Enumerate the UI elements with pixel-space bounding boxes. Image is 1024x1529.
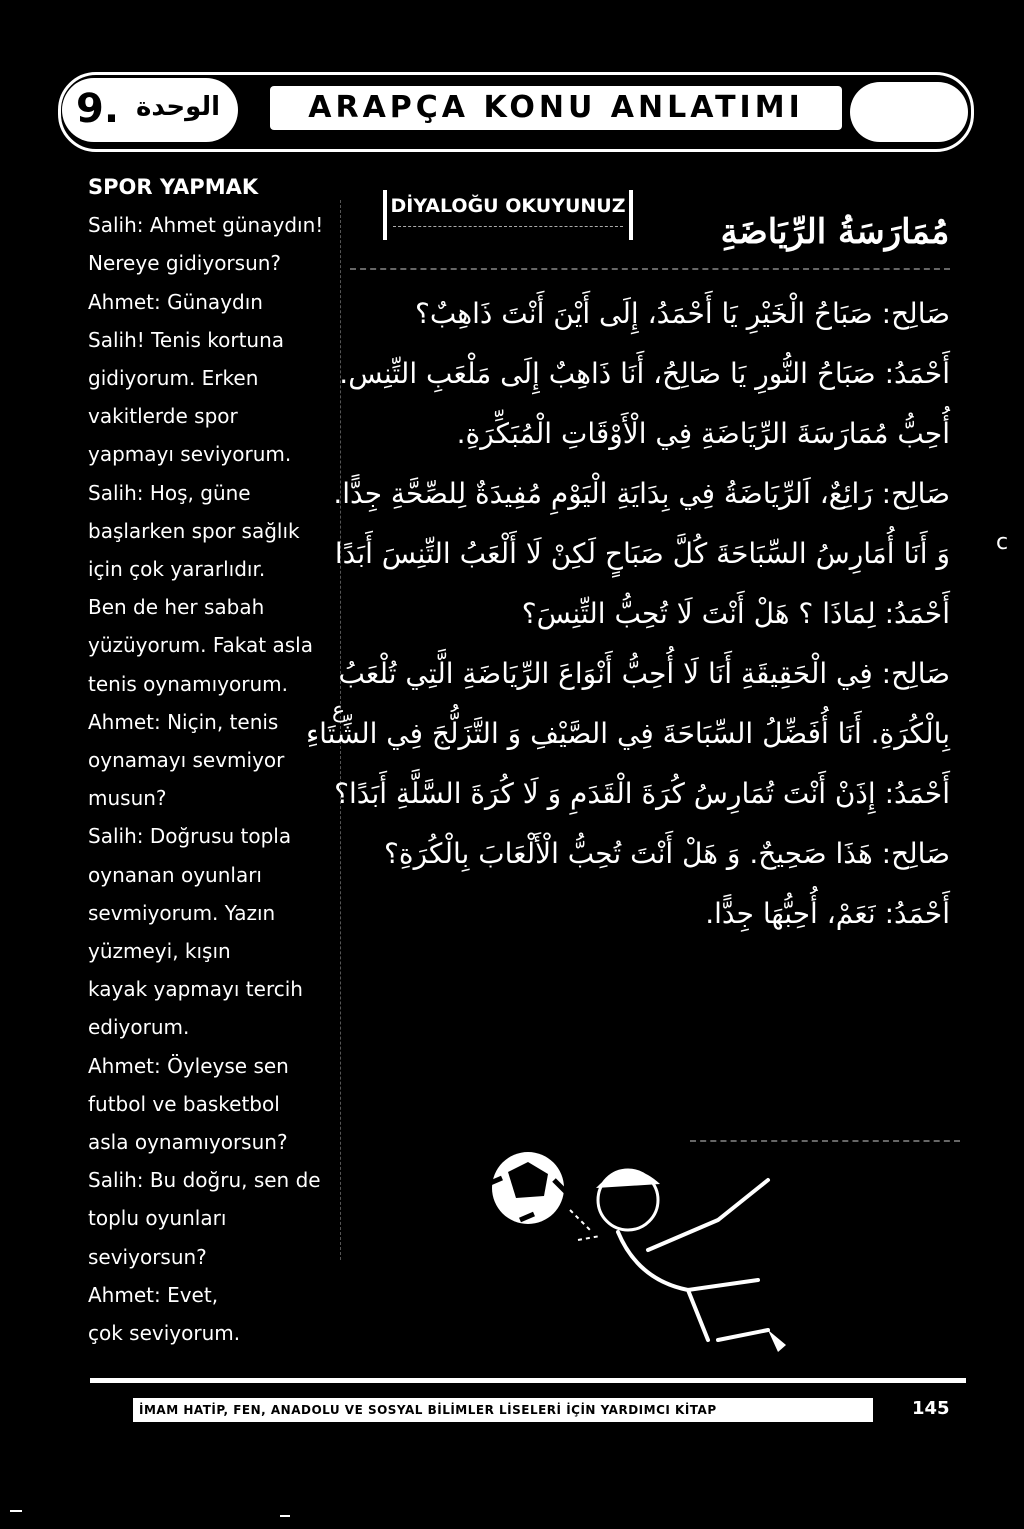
turkish-line: kayak yapmayı tercih bbox=[88, 977, 303, 1002]
arabic-line: وَ أَنَا أُمَارِسُ السِّبَاحَةَ كُلَّ صَبَاحٍ لَكِنْ لَا أَلْعَبُ التِّنِسَ أَبَدًا bbox=[334, 537, 950, 570]
turkish-line: Ahmet: Öyleyse sen bbox=[88, 1053, 289, 1078]
turkish-line: futbol ve basketbol bbox=[88, 1091, 280, 1116]
turkish-line: vakitlerde spor bbox=[88, 404, 238, 429]
turkish-line: Salih: Bu doğru, sen de bbox=[88, 1168, 321, 1193]
turkish-line: tenis oynamıyorum. bbox=[88, 671, 289, 696]
turkish-line: yapmayı seviyorum. bbox=[88, 442, 292, 467]
turkish-line: musun? bbox=[88, 786, 167, 811]
corner-mark bbox=[280, 1515, 290, 1517]
arabic-line: صَالِح: هَذَا صَحِيحٌ. وَ هَلْ أَنْتَ تُحِبُّ الْأَلْعَابَ بِالْكُرَةِ؟ bbox=[384, 837, 950, 870]
turkish-line: seviyorsun? bbox=[88, 1244, 207, 1269]
turkish-line: oynamayı sevmiyor bbox=[88, 748, 285, 773]
arabic-line: أَحْمَدُ: لِمَاذَا ؟ هَلْ أَنْتَ لَا تُحِبُّ التِّنِسَ؟ bbox=[521, 597, 950, 630]
section-title: ARAPÇA KONU ANLATIMI bbox=[270, 86, 842, 130]
turkish-line: için çok yararlıdır. bbox=[88, 557, 266, 582]
footer-text: İMAM HATİP, FEN, ANADOLU VE SOSYAL BİLİMLER LİSELERİ İÇİN YARDIMCI KİTAP bbox=[133, 1398, 873, 1422]
arabic-title-rule bbox=[350, 268, 950, 270]
turkish-title: SPOR YAPMAK bbox=[88, 175, 259, 199]
page-number: 145 bbox=[912, 1398, 950, 1419]
turkish-line: Ahmet: Günaydın bbox=[88, 289, 263, 314]
turkish-line: başlarken spor sağlık bbox=[88, 518, 300, 543]
turkish-line: Ahmet: Evet, bbox=[88, 1282, 219, 1307]
arabic-line: صَالِح: صَبَاحُ الْخَيْرِ يَا أَحْمَدُ، إِلَى أَيْنَ أَنْتَ ذَاهِبٌ؟ bbox=[415, 297, 950, 330]
turkish-line: asla oynamıyorsun? bbox=[88, 1130, 288, 1155]
arabic-line: أَحْمَدُ: نَعَمْ، أُحِبُّهَا جِدًّا. bbox=[705, 897, 950, 930]
header-decoration bbox=[850, 82, 968, 142]
footer-rule bbox=[90, 1378, 966, 1383]
turkish-line: çok seviyorum. bbox=[88, 1321, 241, 1346]
unit-arabic-label: الوحدة bbox=[136, 92, 221, 122]
margin-mark: c bbox=[996, 530, 1009, 555]
instruction-box bbox=[383, 190, 633, 240]
arabic-title: مُمَارَسَةُ الرِّيَاضَةِ bbox=[720, 212, 950, 252]
turkish-line: Salih! Tenis kortuna bbox=[88, 327, 285, 352]
turkish-line: gidiyorum. Erken bbox=[88, 366, 259, 391]
arabic-line: صَالِح: فِي الْحَقِيقَةِ أَنَا لَا أُحِبُّ أَنْوَاعَ الرِّيَاضَةِ الَّتِي تُلْعَبُ bbox=[338, 657, 950, 690]
turkish-line: toplu oyunları bbox=[88, 1206, 227, 1231]
corner-mark bbox=[10, 1510, 22, 1512]
arabic-line: صَالِح: رَائِعٌ، اَلرِّيَاضَةُ فِي بِدَايَةِ الْيَوْمِ مُفِيدَةٌ لِلصِّحَّةِ جِدًّا. bbox=[333, 477, 950, 510]
turkish-line: Ben de her sabah bbox=[88, 595, 265, 620]
turkish-line: ediyorum. bbox=[88, 1015, 190, 1040]
arabic-line: أُحِبُّ مُمَارَسَةَ الرِّيَاضَةِ فِي الْأَوْقَاتِ الْمُبَكِّرَةِ. bbox=[456, 417, 950, 450]
turkish-line: Ahmet: Niçin, tenis bbox=[88, 709, 279, 734]
turkish-line: Salih: Hoş, güne bbox=[88, 480, 251, 505]
turkish-line: yüzüyorum. Fakat asla bbox=[88, 633, 313, 658]
arabic-line: أَحْمَدُ: صَبَاحُ النُّورِ يَا صَالِحُ، أَنَا ذَاهِبٌ إِلَى مَلْعَبِ التِّنِس. bbox=[339, 357, 950, 390]
margin-mark: ع bbox=[332, 698, 346, 723]
instruction-label: DİYALOĞU OKUYUNUZ bbox=[390, 195, 626, 217]
arabic-line: أَحْمَدُ: إِذَنْ أَنْتَ تُمَارِسُ كُرَةَ الْقَدَمِ وَ لَا كُرَةَ السَّلَّةِ أَبَدًا؟ bbox=[334, 777, 950, 810]
turkish-line: Salih: Ahmet günaydın! bbox=[88, 213, 324, 238]
unit-number: 9. bbox=[76, 86, 120, 132]
turkish-line: oynanan oyunları bbox=[88, 862, 262, 887]
arabic-dialogue bbox=[305, 284, 950, 944]
turkish-line: Nereye gidiyorsun? bbox=[88, 251, 282, 276]
unit-badge bbox=[62, 78, 238, 142]
soccer-player-icon bbox=[468, 1140, 828, 1370]
turkish-line: sevmiyorum. Yazın bbox=[88, 900, 276, 925]
turkish-line: Salih: Doğrusu topla bbox=[88, 824, 292, 849]
arabic-line: بِالْكُرَةِ. أَنَا أُفَضِّلُ السِّبَاحَةَ فِي الصَّيْفِ وَ التَّزَلُّجَ فِي الشِّتَاءِ bbox=[305, 717, 950, 750]
instruction-underline bbox=[393, 226, 623, 227]
turkish-line: yüzmeyi, kışın bbox=[88, 939, 231, 964]
